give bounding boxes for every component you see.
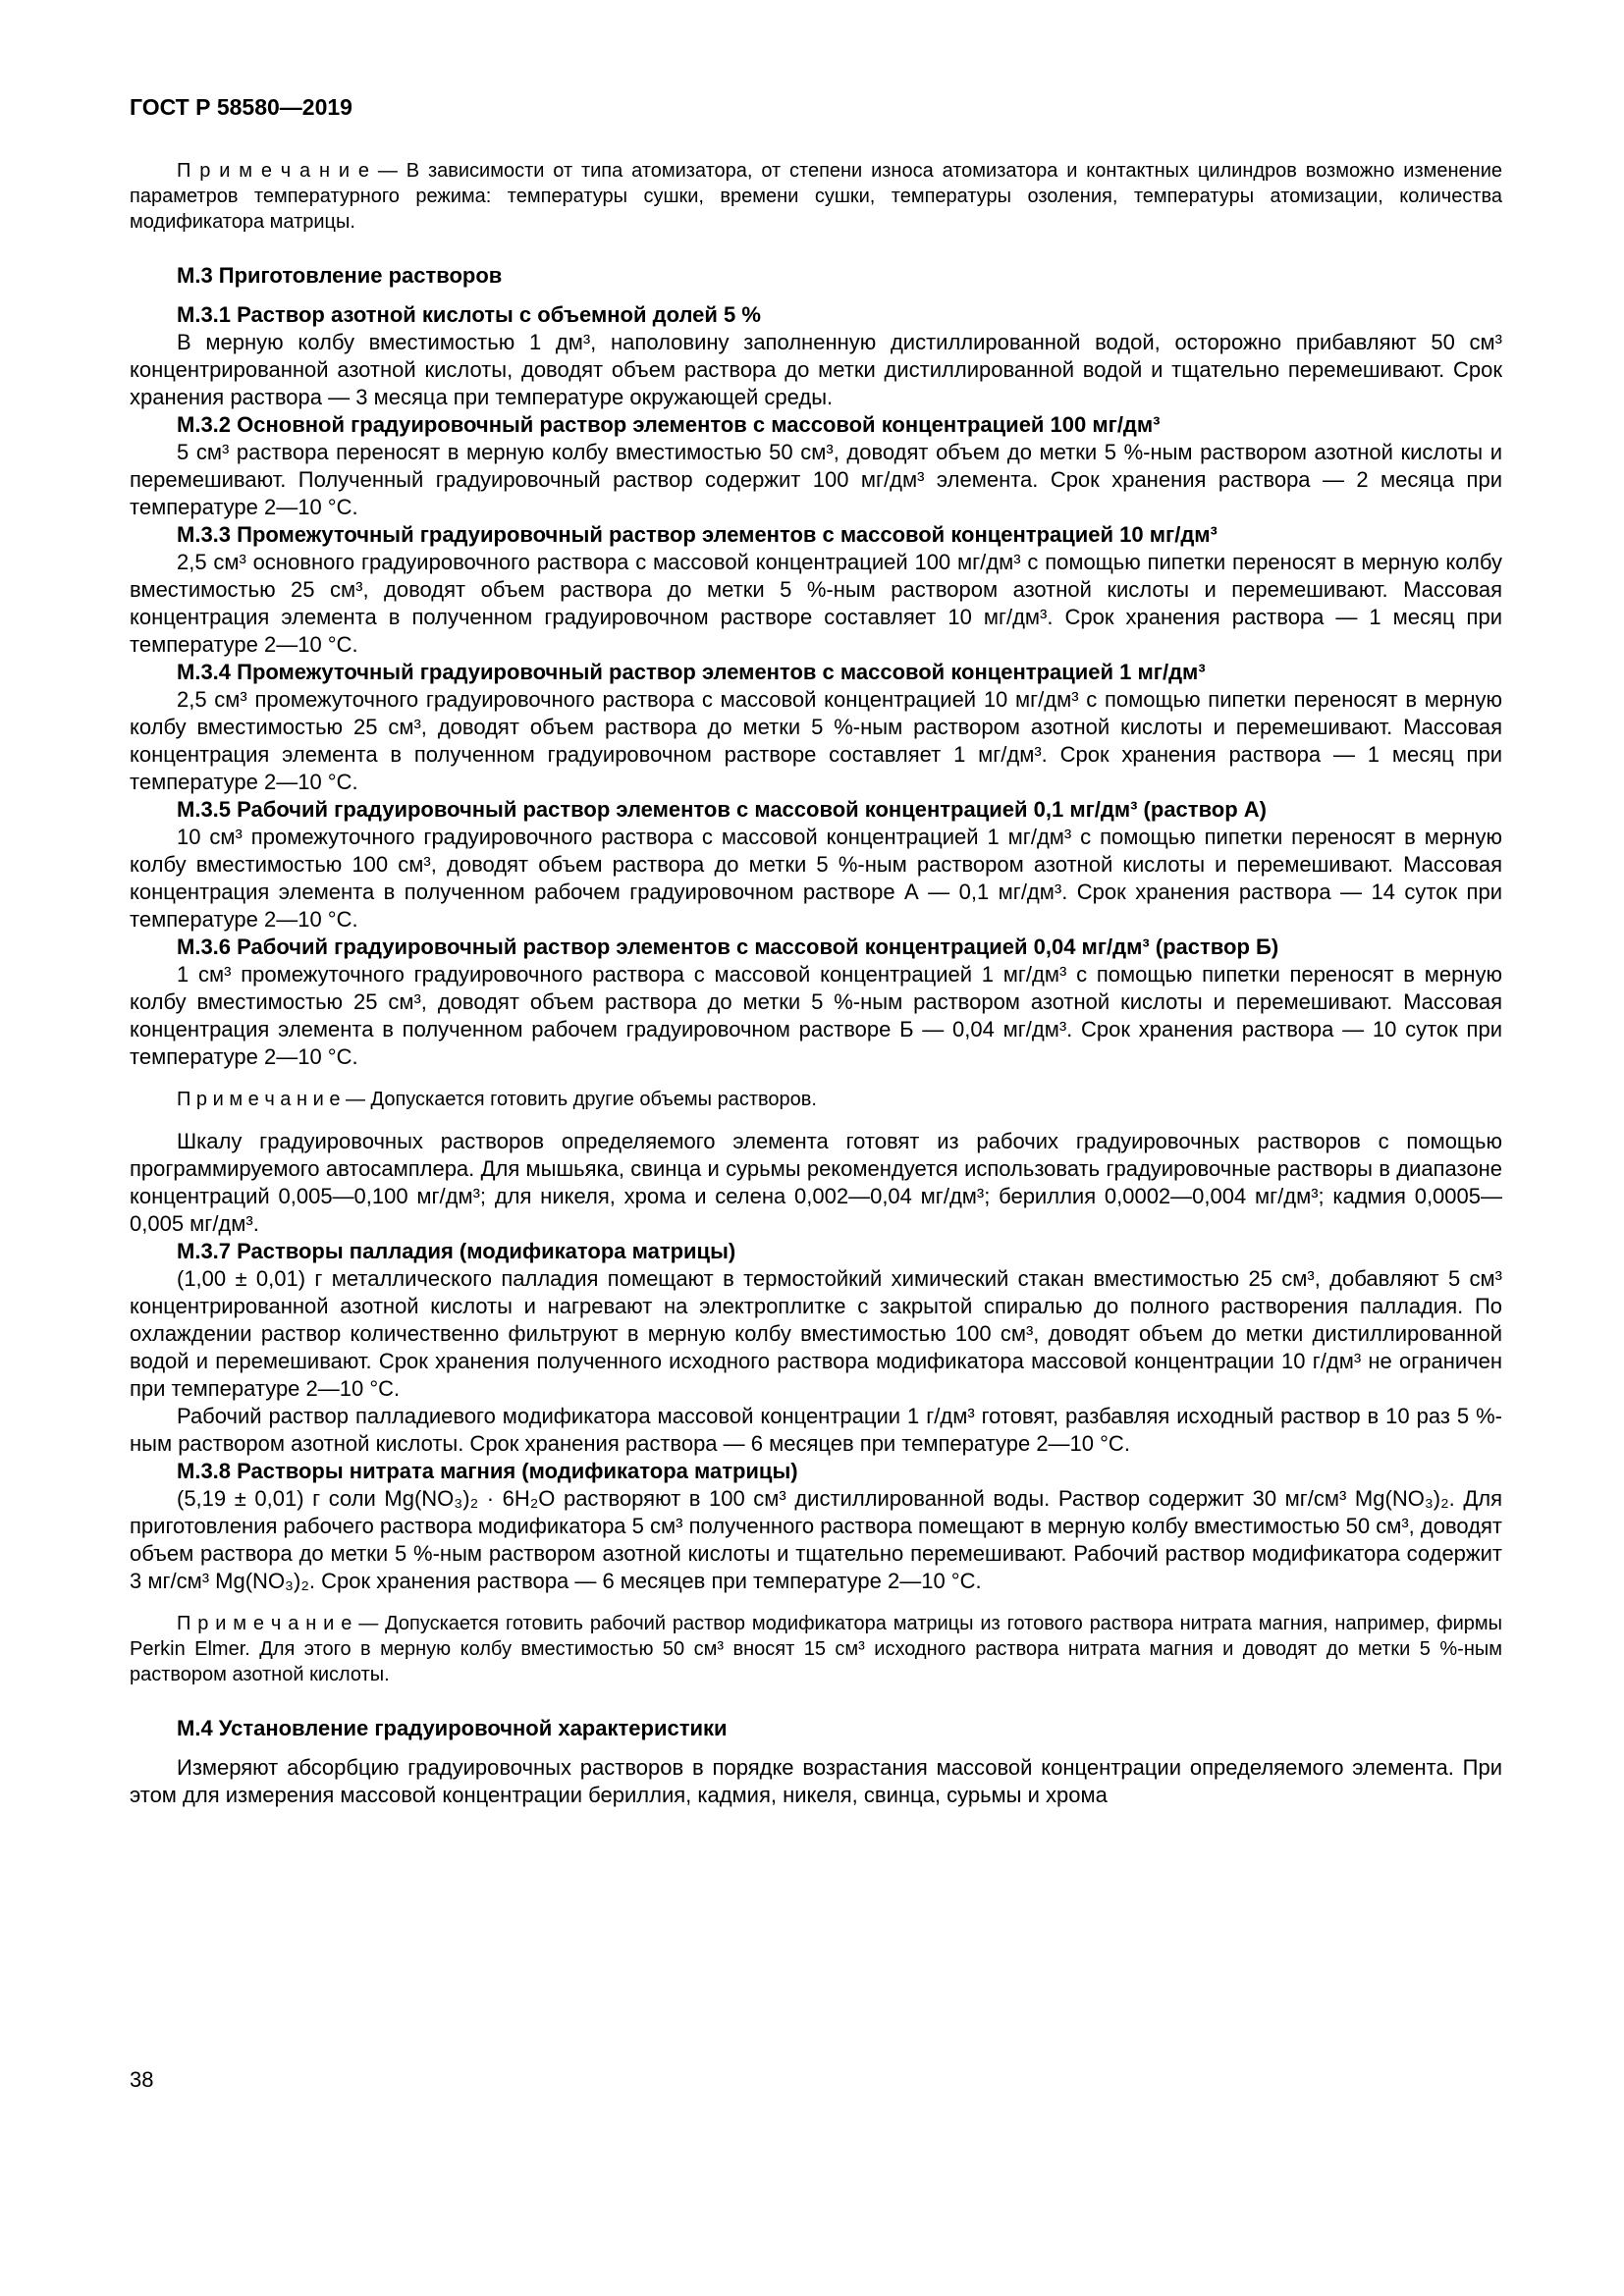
subsection-heading-m3-8: М.3.8 Растворы нитрата магния (модификатора матрицы) bbox=[177, 1459, 798, 1483]
body-paragraph: В мерную колбу вместимостью 1 дм³, наполовину заполненную дистиллированной водой, осторожно прибавляют 50 см³ концентрированной азотной кислоты, доводят объем раствора до метки дистиллированной водой и тщательно перемешивают. Срок хранения раствора — 3 месяца при температуре окружающей среды. bbox=[130, 330, 1502, 409]
body-paragraph: (5,19 ± 0,01) г соли Mg(NO₃)₂ · 6H₂O растворяют в 100 см³ дистиллированной воды. Раствор содержит 30 мг/см³ Mg(NO₃)₂. Для приготовления рабочего раствора модификатора 5 см³ полученного раствора помещают в мерную колбу вместимостью 50 см³, доводят объем раствора до метки 5 %-ным раствором азотной кислоты и тщательно перемешивают. Рабочий раствор модификатора содержит 3 мг/см³ Mg(NO₃)₂. Срок хранения раствора — 6 месяцев при температуре 2—10 °С. bbox=[130, 1486, 1502, 1593]
subsection-heading-m3-3: М.3.3 Промежуточный градуировочный раствор элементов с массовой концентрацией 10 мг/дм³ bbox=[177, 522, 1218, 547]
body-paragraph: 1 см³ промежуточного градуировочного раствора с массовой концентрацией 1 мг/дм³ с помощью пипетки переносят в мерную колбу вместимостью 25 см³, доводят объем раствора до метки 5 %-ным раствором азотной кислоты и перемешивают. Массовая концентрация элемента в полученном рабочем градуировочном растворе Б — 0,04 мг/дм³. Срок хранения раствора — 10 суток при температуре 2—10 °С. bbox=[130, 962, 1502, 1069]
body-paragraph: 2,5 см³ промежуточного градуировочного раствора с массовой концентрацией 10 мг/дм³ с помощью пипетки переносят в мерную колбу вместимостью 25 см³, доводят объем раствора до метки 5 %-ным раствором азотной кислоты и перемешивают. Массовая концентрация элемента в полученном градуировочном растворе составляет 1 мг/дм³. Срок хранения раствора — 1 месяц при температуре 2—10 °С. bbox=[130, 687, 1502, 794]
body-paragraph: (1,00 ± 0,01) г металлического палладия помещают в термостойкий химический стакан вместимостью 25 см³, добавляют 5 см³ концентрированной азотной кислоты и нагревают на электроплитке с закрытой спиралью до полного растворения палладия. По охлаждении раствор количественно фильтруют в мерную колбу вместимостью 100 см³, доводят объем до метки дистиллированной водой и перемешивают. Срок хранения полученного исходного раствора модификатора массовой концентрации 10 г/дм³ не ограничен при температуре 2—10 °С. bbox=[130, 1266, 1502, 1401]
note-paragraph: П р и м е ч а н и е — Допускается готовить другие объемы растворов. bbox=[177, 1089, 817, 1110]
subsection-heading-m3-2: М.3.2 Основной градуировочный раствор элементов с массовой концентрацией 100 мг/дм³ bbox=[177, 412, 1161, 437]
section-heading-m4: М.4 Установление градуировочной характеристики bbox=[177, 1716, 728, 1740]
body-paragraph: 5 см³ раствора переносят в мерную колбу вместимостью 50 см³, доводят объем до метки 5 %-ным раствором азотной кислоты и перемешивают. Полученный градуировочный раствор содержит 100 мг/дм³ элемента. Срок хранения раствора — 2 месяца при температуре 2—10 °С. bbox=[130, 440, 1502, 519]
page-number: 38 bbox=[130, 2067, 154, 2092]
body-paragraph: 2,5 см³ основного градуировочного раствора с массовой концентрацией 100 мг/дм³ с помощью пипетки переносят в мерную колбу вместимостью 25 см³, доводят объем раствора до метки 5 %-ным раствором азотной кислоты и перемешивают. Массовая концентрация элемента в полученном градуировочном растворе составляет 10 мг/дм³. Срок хранения раствора — 1 месяц при температуре 2—10 °С. bbox=[130, 550, 1502, 657]
body-paragraph: Шкалу градуировочных растворов определяемого элемента готовят из рабочих градуировочных растворов с помощью программируемого автосамплера. Для мышьяка, свинца и сурьмы рекомендуется использовать градуировочные растворы в диапазоне концентраций 0,005—0,100 мг/дм³; для никеля, хрома и селена 0,002—0,04 мг/дм³; бериллия 0,0002—0,004 мг/дм³; кадмия 0,0005—0,005 мг/дм³. bbox=[130, 1129, 1502, 1236]
subsection-heading-m3-6: М.3.6 Рабочий градуировочный раствор элементов с массовой концентрацией 0,04 мг/дм³ (раствор Б) bbox=[177, 934, 1279, 959]
body-paragraph: Измеряют абсорбцию градуировочных растворов в порядке возрастания массовой концентрации определяемого элемента. При этом для измерения массовой концентрации бериллия, кадмия, никеля, свинца, сурьмы и хрома bbox=[130, 1755, 1502, 1807]
subsection-heading-m3-1: М.3.1 Раствор азотной кислоты с объемной долей 5 % bbox=[177, 302, 761, 327]
document-header: ГОСТ Р 58580—2019 bbox=[130, 94, 352, 120]
document-content bbox=[130, 158, 1502, 1809]
subsection-heading-m3-5: М.3.5 Рабочий градуировочный раствор элементов с массовой концентрацией 0,1 мг/дм³ (раствор А) bbox=[177, 797, 1268, 822]
body-paragraph: Рабочий раствор палладиевого модификатора массовой концентрации 1 г/дм³ готовят, разбавляя исходный раствор в 10 раз 5 %-ным раствором азотной кислоты. Срок хранения раствора — 6 месяцев при температуре 2—10 °С. bbox=[130, 1404, 1502, 1456]
note-paragraph: П р и м е ч а н и е — В зависимости от типа атомизатора, от степени износа атомизатора и контактных цилиндров возможно изменение параметров температурного режима: температуры сушки, времени сушки, температуры озоления, температуры атомизации, количества модификатора матрицы. bbox=[130, 160, 1502, 233]
body-paragraph: 10 см³ промежуточного градуировочного раствора с массовой концентрацией 1 мг/дм³ с помощью пипетки переносят в мерную колбу вместимостью 100 см³, доводят объем раствора до метки 5 %-ным раствором азотной кислоты и перемешивают. Массовая концентрация элемента в полученном рабочем градуировочном растворе А — 0,1 мг/дм³. Срок хранения раствора — 14 суток при температуре 2—10 °С. bbox=[130, 825, 1502, 932]
section-heading-m3: М.3 Приготовление растворов bbox=[177, 263, 503, 288]
subsection-heading-m3-7: М.3.7 Растворы палладия (модификатора матрицы) bbox=[177, 1239, 736, 1263]
note-paragraph: П р и м е ч а н и е — Допускается готовить рабочий раствор модификатора матрицы из готового раствора нитрата магния, например, фирмы Perkin Elmer. Для этого в мерную колбу вместимостью 50 см³ вносят 15 см³ исходного раствора нитрата магния и доводят до метки 5 %-ным раствором азотной кислоты. bbox=[130, 1613, 1502, 1685]
subsection-heading-m3-4: М.3.4 Промежуточный градуировочный раствор элементов с массовой концентрацией 1 мг/дм³ bbox=[177, 660, 1206, 684]
